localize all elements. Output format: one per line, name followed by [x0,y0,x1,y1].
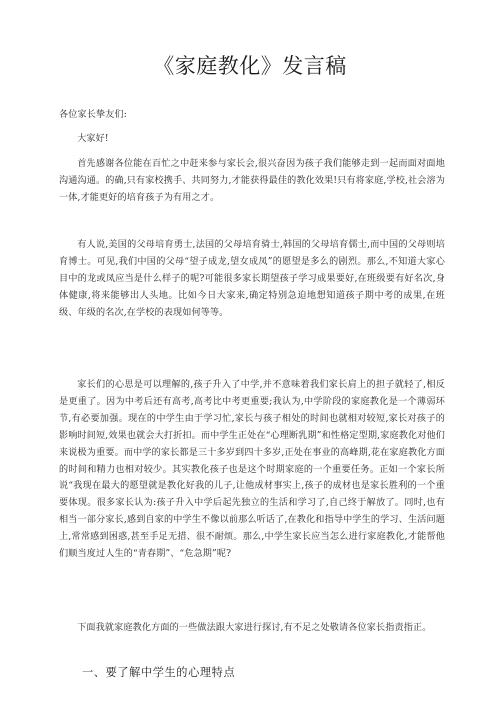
greeting-block [59,131,445,148]
paragraph-1-block [59,156,445,207]
paragraph-4: 下面我就家庭教化方面的一些做法跟大家进行探讨,有不足之处敬请各位家长指责指正。 [77,623,432,633]
salutation-block [59,107,445,124]
paragraph-2-block [59,237,445,322]
paragraph-3-block [59,377,445,563]
document-title: 《家庭教化》发言稿 [153,54,347,78]
paragraph-3: 家长们的心思是可以理解的,孩子升入了中学,并不意味着我们家长肩上的担子就轻了,相反是更重了。因为中考后还有高考,高考比中考更重要;我认为,中学阶段的家庭教化是一个薄弱环节,有必要加强。现在的中学生由于学习忙,家长与孩子相处的时间也就相对较短,家长对孩子的影响时间短,效果也就会大打折扣。而中学生正处在“心理断乳期”和性格定型期,家庭教化对他们来说极为重要。而中学的家长都是三十多岁到四十多岁,正处在事业的高峰期,花在家庭教化方面的时间和精力也相对较少。其实教化孩子也是这个时期家庭的一个重要任务。正如一个家长所说“我现在最大的愿望就是教化好我的儿子,让他成材事实上,孩子的成材也是家长胜利的一个重要体现。很多家长认为:孩子升入中学后起先独立的生活和学习了,自己终于解放了。同时,也有相当一部分家长,感到自家的中学生不像以前那么听话了,在教化和指导中学生的学习、生活问题上,常常感到困惑,甚至手足无措、很不耐烦。那么,中学生家长应当怎么进行家庭教化,才能帮他们顺当度过人生的“青春期”、“危急期”呢? [59,380,445,560]
paragraph-4-block [59,620,445,637]
salutation: 各位家长挚友们: [59,110,127,120]
paragraph-2: 有人说,美国的父母培育勇士,法国的父母培育骑士,韩国的父母培育儒士,而中国的父母则培育博士。可见,我们中国的父母“望子成龙,望女成凤”的愿望是多么的剧烈。那么,不知道大家心目中的龙或凤应当是什么样子的呢?可能很多家长期望孩子学习成果要好,在班级要有好名次,身体健康,将来能够出人头地。比如今日大家来,确定特别急迫地想知道孩子期中考的成果,在班级、年级的名次,在学校的表现如何等等。 [59,240,445,318]
greeting: 大家好! [77,134,109,144]
section-heading: 一、要了解中学生的心理特点 [82,666,236,679]
paragraph-1: 首先感谢各位能在百忙之中赶来参与家长会,很兴奋因为孩子我们能够走到一起而面对面地沟通沟通。的确,只有家校携手、共同努力,才能获得最佳的教化效果!只有将家庭,学校,社会溶为一体,才能更好的培育孩子为有用之才。 [59,159,445,203]
